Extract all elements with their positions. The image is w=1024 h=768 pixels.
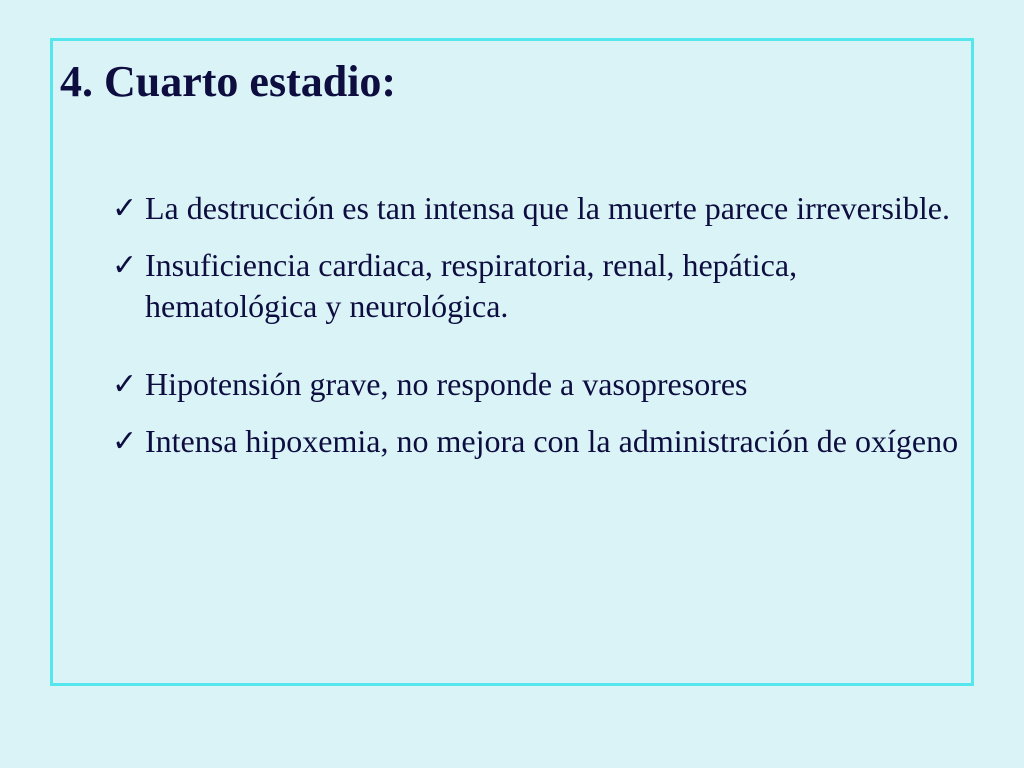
check-icon: ✓	[112, 367, 138, 402]
slide-title: 4. Cuarto estadio:	[60, 57, 397, 106]
bullet-item	[112, 188, 962, 229]
bullet-item	[112, 364, 962, 405]
check-icon: ✓	[112, 191, 138, 226]
check-icon: ✓	[112, 424, 138, 459]
bullet-list	[112, 188, 962, 478]
bullet-item	[112, 245, 962, 327]
bullet-text: Hipotensión grave, no responde a vasopresores	[145, 366, 748, 402]
bullet-text: La destrucción es tan intensa que la muerte parece irreversible.	[145, 190, 950, 226]
bullet-text: Insuficiencia cardiaca, respiratoria, renal, hepática, hematológica y neurológica.	[145, 247, 798, 324]
bullet-item	[112, 421, 962, 462]
check-icon: ✓	[112, 248, 138, 283]
bullet-text: Intensa hipoxemia, no mejora con la administración de oxígeno	[145, 423, 959, 459]
